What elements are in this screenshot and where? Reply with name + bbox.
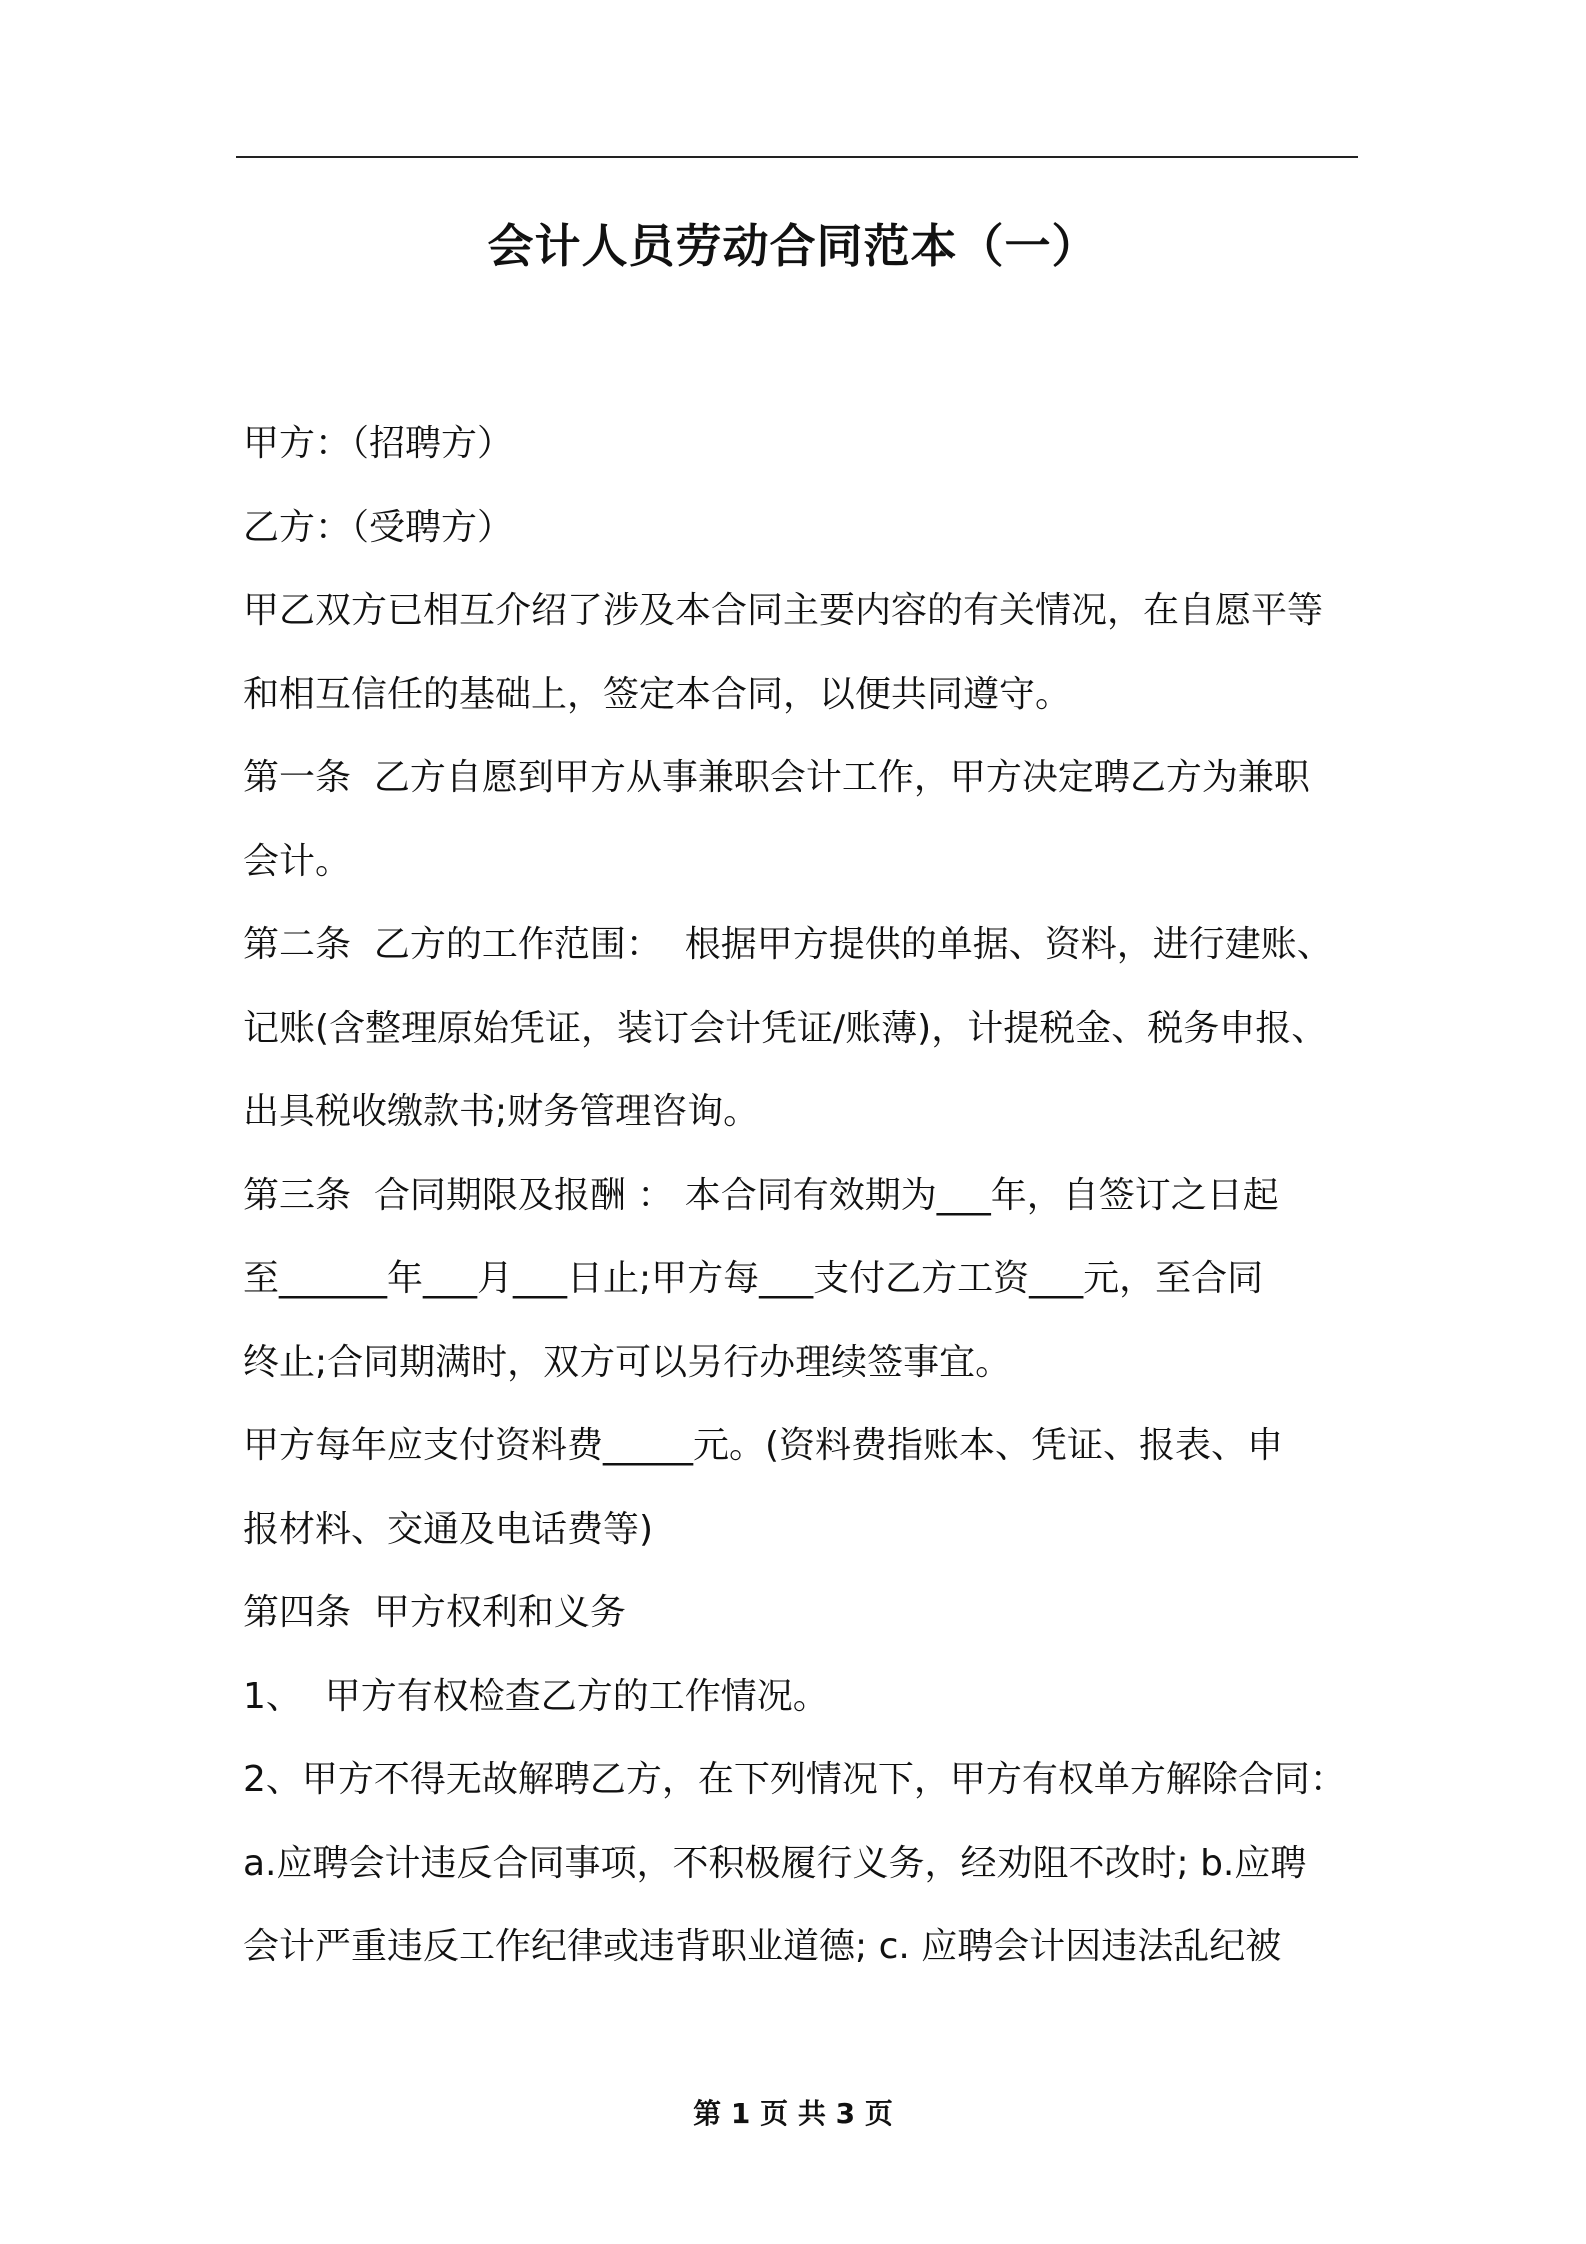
- text-line: 甲方每年应支付资料费_____元。(资料费指账本、凭证、报表、申: [243, 1425, 1284, 1466]
- text-line: 1、 甲方有权检查乙方的工作情况。: [243, 1675, 829, 1717]
- text-line: 乙方：（受聘方）: [243, 506, 514, 548]
- header-rule: [236, 156, 1358, 158]
- text-line: 至______年___月___日止;甲方每___支付乙方工资___元，至合同: [243, 1258, 1264, 1299]
- text-line: 出具税收缴款书;财务管理咨询。: [243, 1091, 760, 1132]
- text-line: 和相互信任的基础上，签定本合同，以便共同遵守。: [243, 673, 1072, 715]
- document-title: 会计人员劳动合同范本（一）: [487, 219, 1099, 273]
- text-line: 第一条 乙方自愿到甲方从事兼职会计工作，甲方决定聘乙方为兼职: [243, 757, 1310, 798]
- text-line: 第二条 乙方的工作范围： 根据甲方提供的单据、资料，进行建账、: [243, 924, 1333, 965]
- text-line: 2、甲方不得无故解聘乙方，在下列情况下，甲方有权单方解除合同：: [243, 1759, 1346, 1800]
- text-line: 会计。: [243, 840, 352, 882]
- text-line: 报材料、交通及电话费等): [243, 1508, 654, 1550]
- text-line: 会计严重违反工作纪律或违背职业道德; c. 应聘会计因违法乱纪被: [243, 1926, 1282, 1967]
- text-line: 甲乙双方已相互介绍了涉及本合同主要内容的有关情况，在自愿平等: [243, 590, 1324, 631]
- contract-body: [243, 402, 1358, 1989]
- text-line: 第四条 甲方权利和义务: [243, 1592, 626, 1633]
- text-line: 终止;合同期满时，双方可以另行办理续签事宜。: [243, 1341, 1012, 1383]
- text-line: 第三条 合同期限及报酬 ： 本合同有效期为___年，自签订之日起: [243, 1174, 1279, 1216]
- text-line: a.应聘会计违反合同事项，不积极履行义务，经劝阻不改时; b.应聘: [243, 1842, 1307, 1884]
- page-number-footer: 第 1 页 共 3 页: [693, 2097, 893, 2130]
- text-line: 记账(含整理原始凭证，装订会计凭证/账薄)，计提税金、税务申报、: [243, 1007, 1328, 1049]
- text-line: 甲方：（招聘方）: [243, 423, 514, 464]
